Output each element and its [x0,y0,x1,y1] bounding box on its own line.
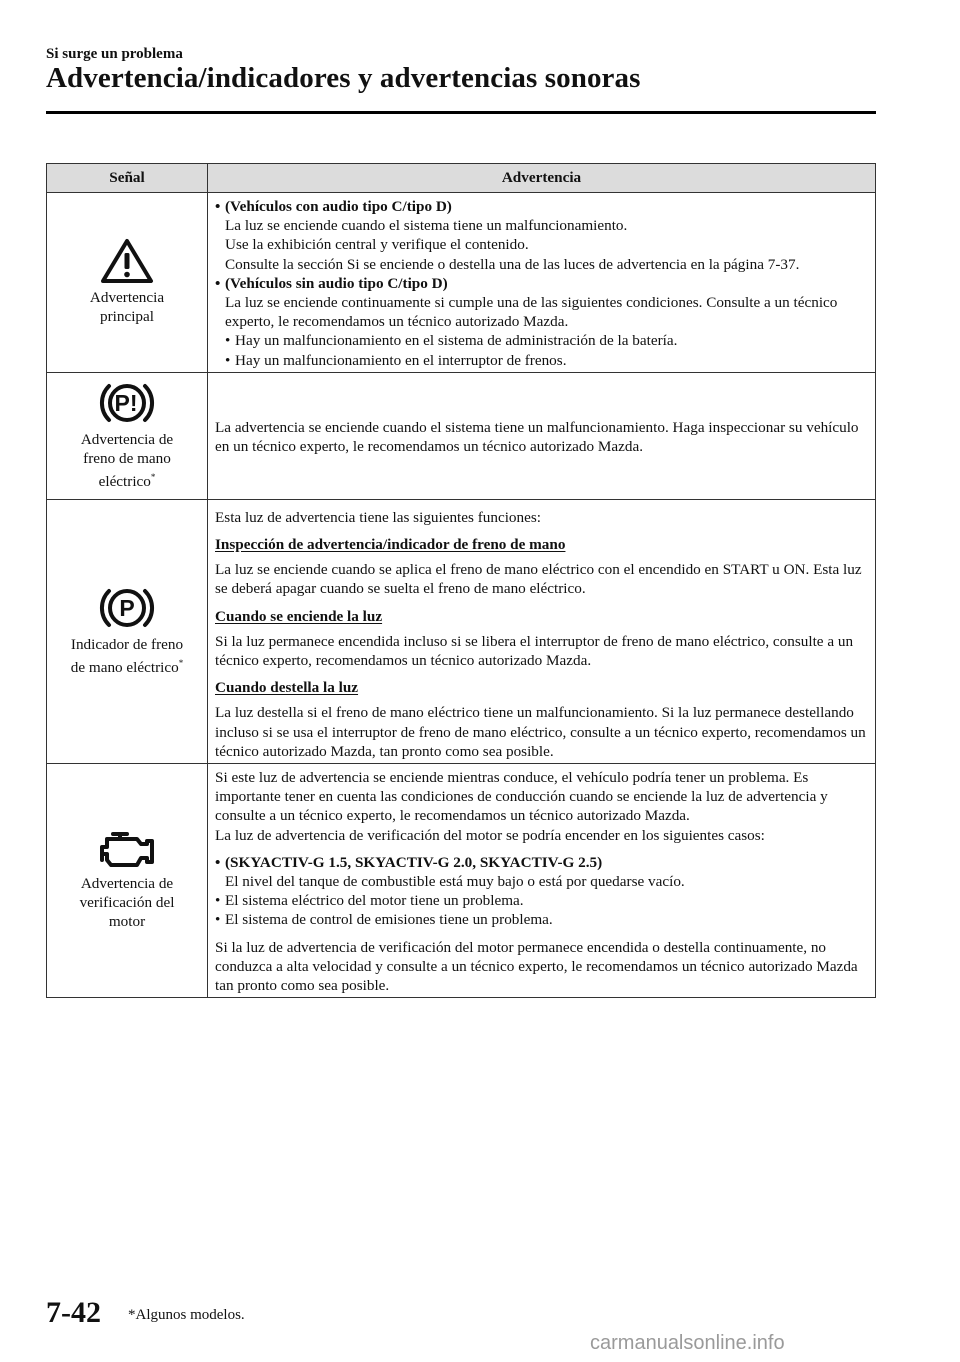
sub-bullet: • Hay un malfuncionamiento en el sistema de administración de la batería. [215,331,867,350]
electric-parking-brake-indicator-icon [97,585,157,631]
section-text: La luz destella si el freno de mano eléctrico tiene un malfuncionamiento. Si la luz permanece destellando incluso si se usa el interruptor de freno de mano eléctrico, consulte a un técnico experto, recomendamos un técnico autorizado Mazda, tan pronto como sea posible. [215,704,866,760]
warning-description [208,764,876,998]
description-text: La advertencia se enciende cuando el sistema tiene un malfuncionamiento. Haga inspeccionar su vehículo en un técnico experto, le recomendamos un técnico autorizado Mazda. [215,418,859,455]
bullet-heading: • (Vehículos con audio tipo C/tipo D) [215,197,867,216]
signal-label: Advertencia principal [89,289,165,326]
signal-cell [47,764,208,998]
signal-label: Advertencia de freno de mano eléctrico* [80,430,174,491]
bullet-item: • El sistema eléctrico del motor tiene un problema. [215,891,867,910]
warning-description [208,193,876,373]
subheading: Cuando se enciende la luz [215,607,383,625]
electric-parking-brake-warning-icon [97,380,157,426]
text-line: El nivel del tanque de combustible está muy bajo o está por quedarse vacío. [225,873,685,891]
text-line: Use la exhibición central y verifique el contenido. [225,236,529,254]
table-row-epb-indicator [47,499,876,763]
page-number: 7-42 [46,1296,101,1329]
footnote: *Algunos modelos. [128,1307,245,1323]
page-title: Advertencia/indicadores y advertencias sonoras [46,62,641,94]
bullet-heading: • (Vehículos sin audio tipo C/tipo D) [215,274,867,293]
section-text: Si la luz permanece encendida incluso si se libera el interruptor de freno de mano eléctrico, consulte a un técnico experto, recomendamos un técnico autorizado Mazda. [215,632,854,670]
bullet-item: • El sistema de control de emisiones tiene un problema. [215,910,867,929]
title-rule [46,111,876,114]
sub-bullet: • Hay un malfuncionamiento en el interruptor de frenos. [215,351,867,370]
description-text: La luz de advertencia de verificación del motor se podría encender en los siguientes casos: [215,826,765,844]
footnote-mark: * [178,658,184,669]
section-text: La luz se enciende cuando se aplica el freno de mano eléctrico con el encendido en START u ON. Esta luz se deberá apagar cuando se suelta el freno de mano eléctrico. [215,561,862,598]
bullet-heading: • (SKYACTIV-G 1.5, SKYACTIV-G 2.0, SKYACTIV-G 2.5) [215,853,867,872]
signal-cell [47,372,208,499]
table-row-check-engine [47,764,876,998]
epb-glyph: P [119,595,135,622]
description-text: Si la luz de advertencia de verificación del motor permanece encendida o destella continuamente, no conduzca a alta velocidad y consulte a un técnico experto, le recomendamos un técnico autorizado Mazda tan pronto como sea posible. [215,938,858,995]
check-engine-icon [97,830,157,870]
table-row-epb-warning [47,372,876,499]
signal-cell [47,193,208,373]
warning-description [208,499,876,763]
watermark: carmanualsonline.info [590,1332,785,1354]
table-row-master-warning [47,193,876,373]
epb-glyph: P! [114,389,138,416]
signal-label: Indicador de freno de mano eléctrico* [70,636,184,677]
signal-label: Advertencia de verificación del motor [79,874,175,931]
signal-cell [47,499,208,763]
section-label: Si surge un problema [46,46,183,62]
column-header-signal: Señal [47,164,208,193]
text-line: La luz se enciende cuando el sistema tiene un malfuncionamiento. [225,217,628,235]
warning-table [46,163,876,998]
column-header-warning: Advertencia [208,164,876,193]
text-line: La luz se enciende continuamente si cumple una de las siguientes condiciones. Consulte a un técnico experto, le recomendamos un técnico autorizado Mazda. [225,294,838,331]
subheading: Inspección de advertencia/indicador de freno de mano [215,536,566,554]
text-line: Consulte la sección Si se enciende o destella una de las luces de advertencia en la página 7-37. [225,255,800,273]
table-header-row [47,164,876,193]
subheading: Cuando destella la luz [215,679,359,697]
footnote-mark: * [150,472,156,483]
description-text: Si este luz de advertencia se enciende mientras conduce, el vehículo podría tener un problema. Es importante tener en cuenta las condiciones de conducción cuando se enciende la luz de advertencia y consulte a un técnico experto, le recomendamos un técnico autorizado Mazda. [215,769,828,825]
master-warning-triangle-icon [100,238,154,284]
warning-description [208,372,876,499]
intro-text: Esta luz de advertencia tiene las siguientes funciones: [215,508,541,526]
